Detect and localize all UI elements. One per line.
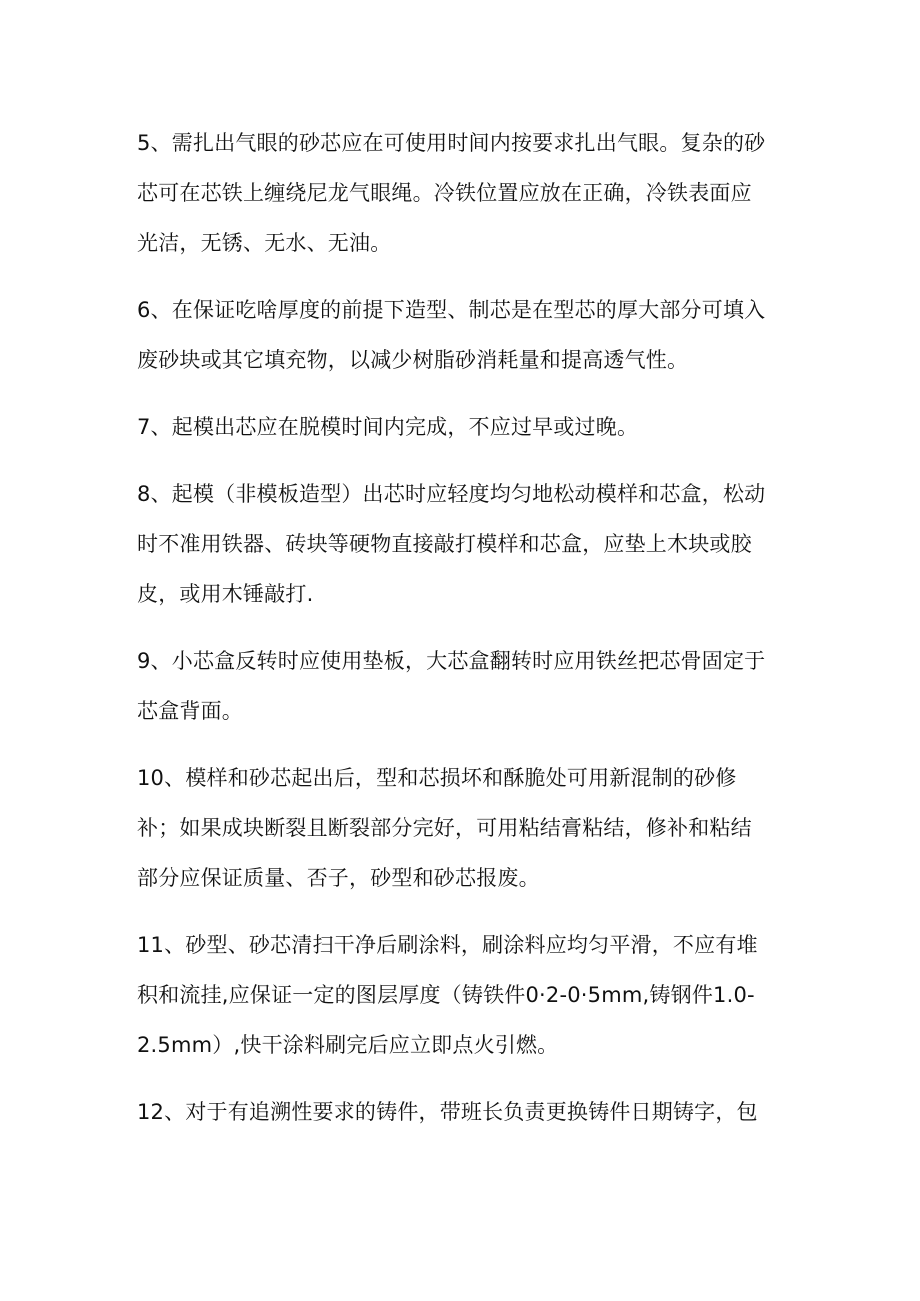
text-line: 芯盒背面。: [137, 699, 243, 723]
paragraph-6: [137, 285, 787, 385]
paragraph-10: [137, 753, 787, 903]
text-line: 11、砂型、砂芯清扫干净后刷涂料，刷涂料应均匀平滑，不应有堆: [137, 933, 758, 957]
text-line: 补；如果成块断裂且断裂部分完好，可用粘结膏粘结，修补和粘结: [137, 816, 752, 840]
text-line: 时不准用铁器、砖块等硬物直接敲打模样和芯盒，应垫上木块或胶: [137, 532, 752, 556]
document-body: [137, 118, 787, 1154]
paragraph-5: [137, 118, 787, 268]
paragraph-8: [137, 469, 787, 619]
paragraph-9: [137, 636, 787, 736]
text-line: 12、对于有追溯性要求的铸件，带班长负责更换铸件日期铸字，包: [137, 1100, 758, 1124]
text-line: 6、在保证吃啥厚度的前提下造型、制芯是在型芯的厚大部分可填入: [137, 298, 766, 322]
paragraph-12: [137, 1087, 787, 1137]
paragraph-7: [137, 402, 787, 452]
text-line: 8、起模（非模板造型）出芯时应轻度均匀地松动模样和芯盒，松动: [137, 482, 766, 506]
text-line: 部分应保证质量、否子，砂型和砂芯报废。: [137, 866, 540, 890]
text-line: 7、起模出芯应在脱模时间内完成，不应过早或过晚。: [137, 415, 639, 439]
paragraph-11: [137, 920, 787, 1070]
text-line: 芯可在芯铁上缠绕尼龙气眼绳。冷铁位置应放在正确，冷铁表面应: [137, 181, 752, 205]
text-line: 废砂块或其它填充物，以减少树脂砂消耗量和提高透气性。: [137, 348, 689, 372]
text-line: 9、小芯盒反转时应使用垫板，大芯盒翻转时应用铁丝把芯骨固定于: [137, 649, 766, 673]
text-line: 10、模样和砂芯起出后，型和芯损坏和酥脆处可用新混制的砂修: [137, 766, 737, 790]
text-line: 5、需扎出气眼的砂芯应在可使用时间内按要求扎出气眼。复杂的砂: [137, 131, 766, 155]
text-line: 光洁，无锈、无水、无油。: [137, 231, 392, 255]
text-line: 2.5mm）,快干涂料刷完后应立即点火引燃。: [137, 1033, 559, 1057]
text-line: 皮，或用木锤敲打.: [137, 582, 314, 606]
text-line: 积和流挂,应保证一定的图层厚度（铸铁件0·2-0·5mm,铸钢件1.0-: [137, 983, 755, 1007]
